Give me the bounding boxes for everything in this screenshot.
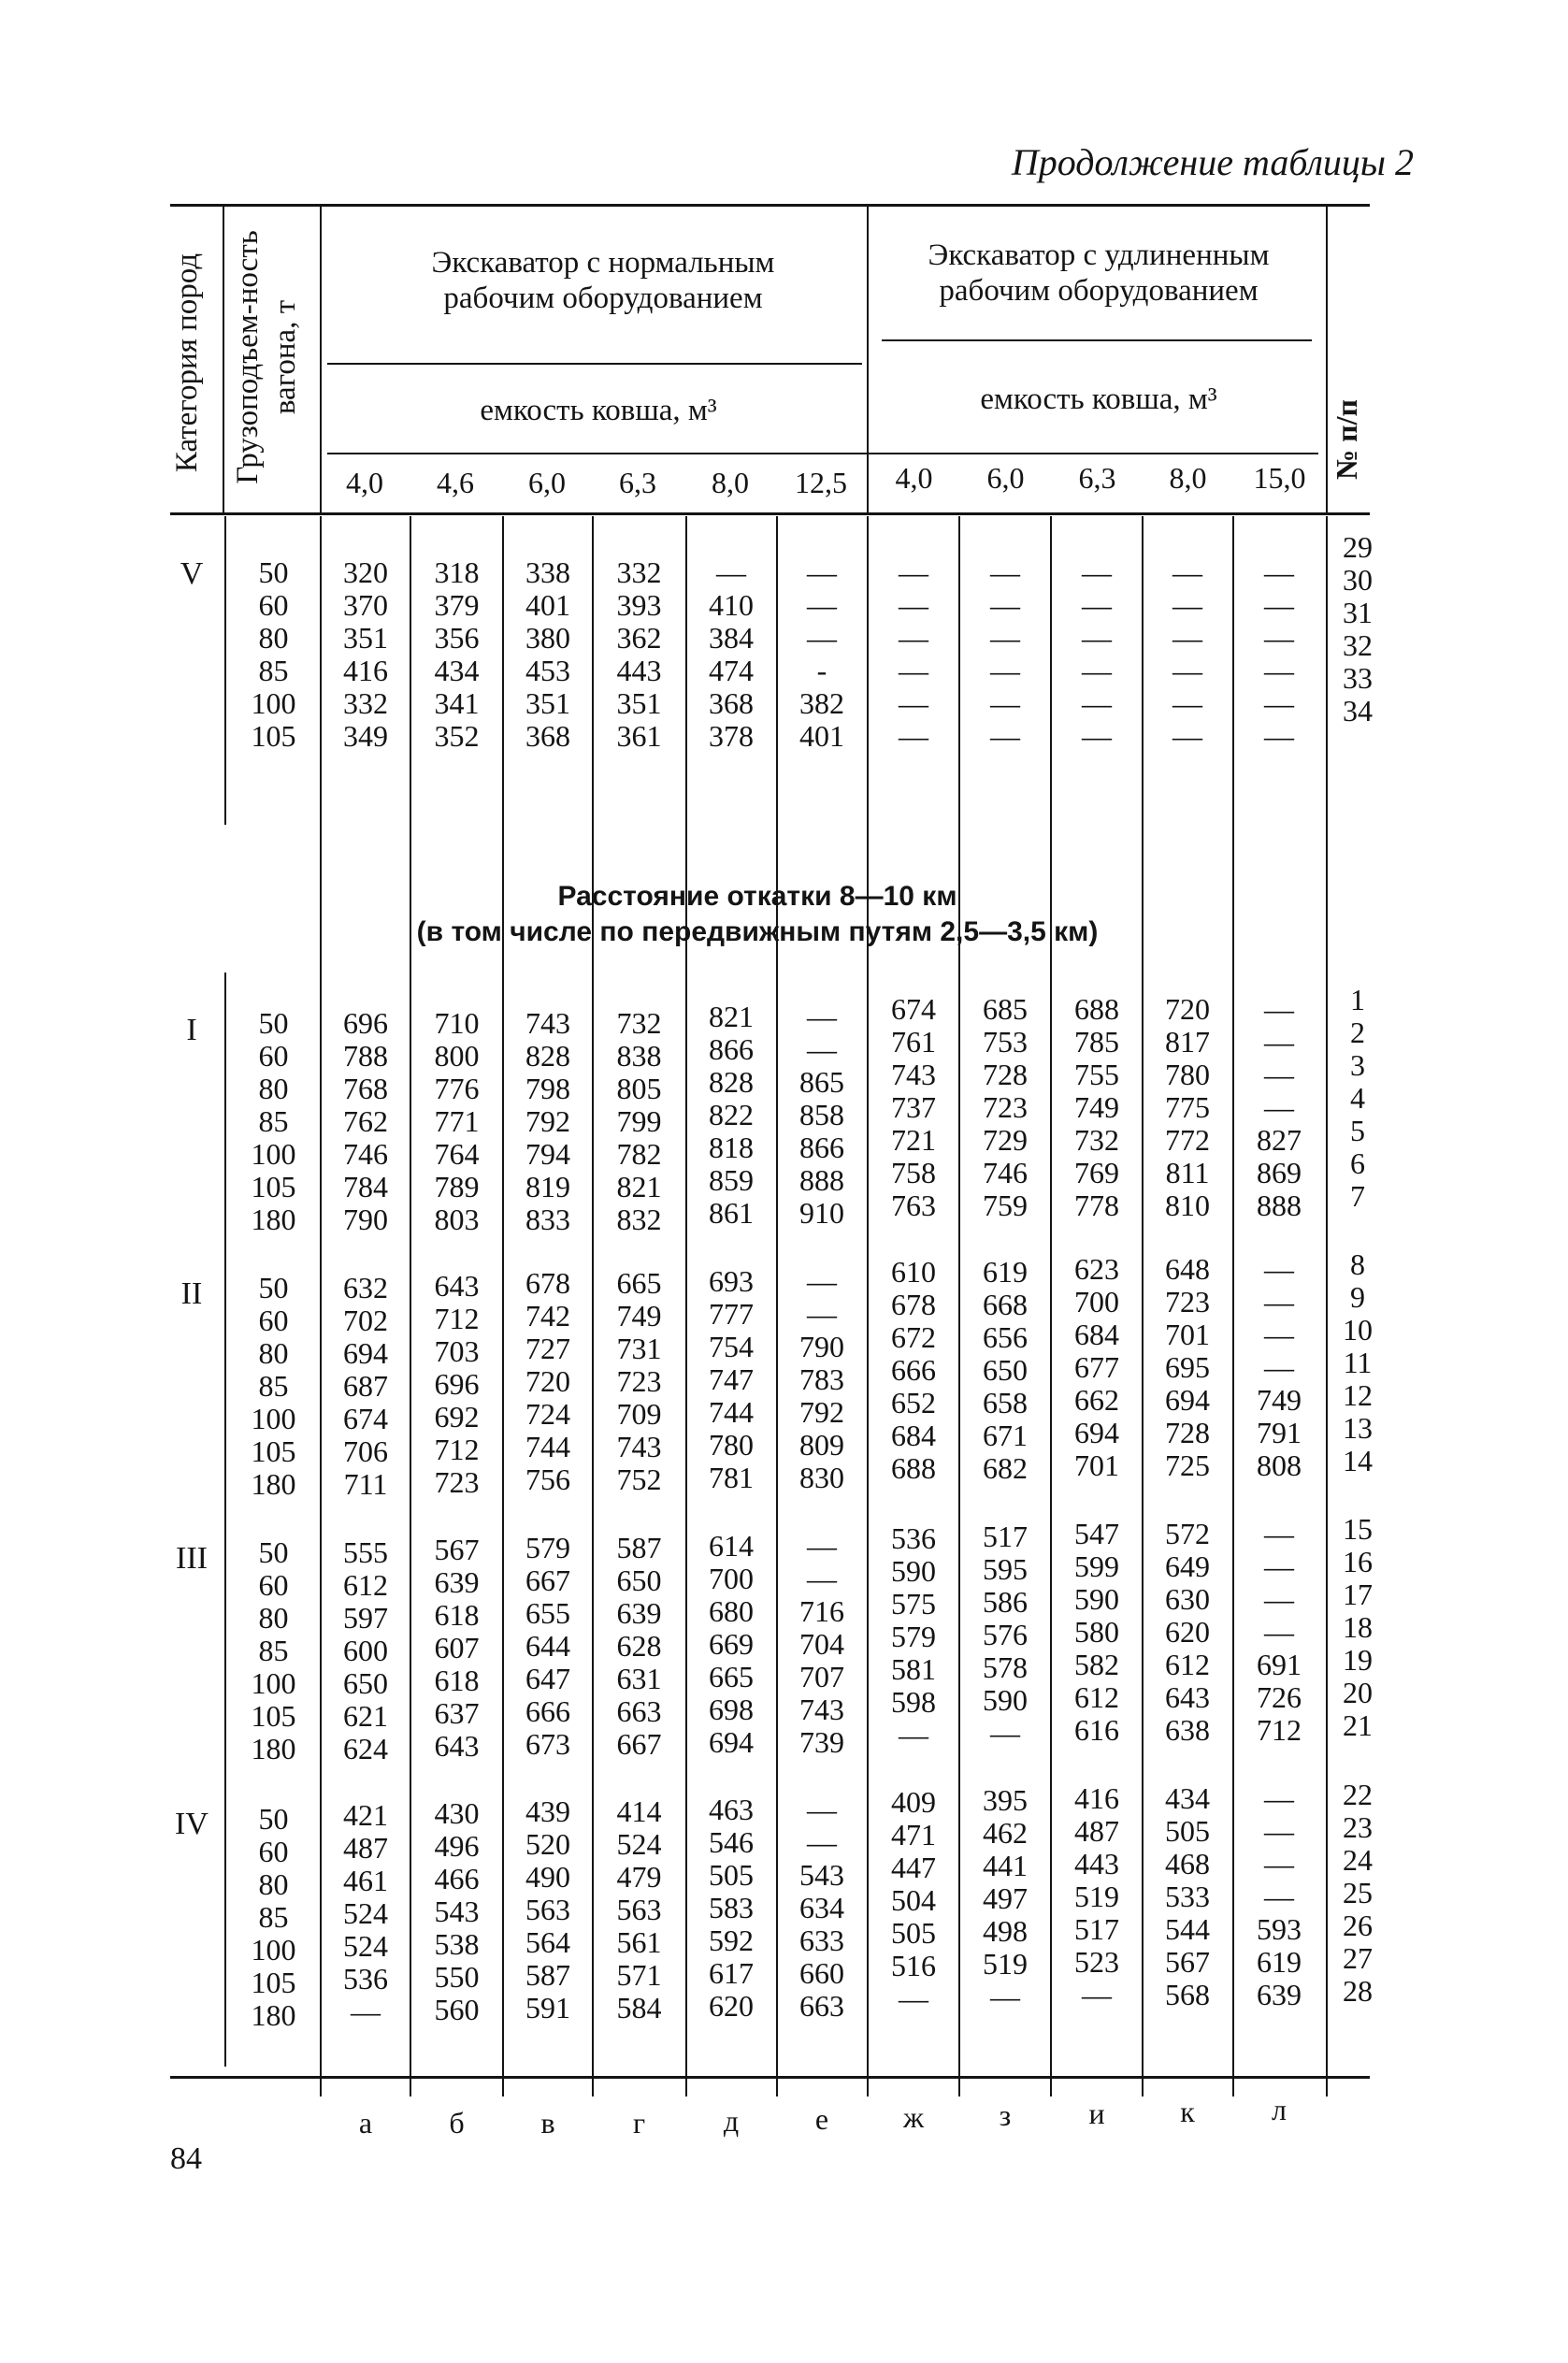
continuation-title: Продолжение таблицы 2 — [1011, 141, 1414, 183]
value-column: — — — — 749 791 808 — [1257, 1252, 1302, 1482]
value-column: 409 471 447 504 505 516 — — [891, 1785, 936, 2015]
value-column: 579 667 655 644 647 666 673 — [525, 1531, 570, 1761]
row-number-column: 22 23 24 25 26 27 28 — [1343, 1778, 1373, 2008]
row-number-column: 1 2 3 4 5 6 7 — [1350, 983, 1365, 1213]
value-column: 720 817 780 775 772 811 810 — [1165, 992, 1210, 1222]
value-column: 517 595 586 576 578 590 — — [983, 1520, 1028, 1750]
value-column: 696 788 768 762 746 784 790 — [343, 1006, 388, 1236]
size-normal-5: 8,0 — [712, 466, 749, 499]
row-number-column: 15 16 17 18 19 20 21 — [1343, 1512, 1373, 1742]
value-column: — — — — — — — [1082, 555, 1112, 753]
rule-header-bottom — [170, 512, 1370, 515]
category-label: V — [180, 556, 204, 591]
value-column: — — — — — — — [1172, 555, 1202, 753]
value-column: 610 678 672 666 652 684 688 — [891, 1255, 936, 1485]
value-column: — — — — — — — [899, 555, 928, 753]
header-category: Категория пород — [170, 252, 204, 473]
value-column: 623 700 684 677 662 694 701 — [1074, 1252, 1119, 1482]
value-column: — — — — — — — [990, 555, 1020, 753]
size-normal-1: 4,0 — [346, 466, 383, 499]
value-column: 674 761 743 737 721 758 763 — [891, 992, 936, 1222]
column-letter: ж — [902, 2100, 925, 2134]
size-extended-5: 15,0 — [1253, 461, 1306, 495]
column-letter: г — [632, 2106, 646, 2140]
category-label: IV — [175, 1807, 209, 1841]
section-caption-line1: Расстояние откатки 8—10 км — [557, 881, 957, 912]
value-column: 536 590 575 579 581 598 — — [891, 1521, 936, 1751]
row-number-column: 8 9 10 11 12 13 14 — [1343, 1247, 1373, 1477]
value-column: — 410 384 474 368 378 — [709, 555, 754, 753]
value-column: — — — — 827 869 888 — [1257, 992, 1302, 1222]
value-column: 555 612 597 600 650 621 624 — [343, 1535, 388, 1765]
vline-b3 — [410, 516, 411, 2096]
size-normal-6: 12,5 — [795, 466, 847, 499]
value-column: 587 650 639 628 631 663 667 — [616, 1531, 662, 1761]
vline-b4 — [502, 516, 504, 2096]
value-column: 619 668 656 650 658 671 682 — [983, 1255, 1028, 1485]
value-column: 332 393 362 443 351 361 — [616, 555, 662, 753]
value-column: — — — - 382 401 — [799, 555, 844, 753]
header-normal-group: Экскаватор с нормальным рабочим оборудованием — [431, 246, 775, 315]
column-letter: з — [999, 2098, 1012, 2132]
vline-h1 — [223, 204, 224, 512]
vline-b12 — [1232, 516, 1234, 2096]
value-column: 416 487 443 519 517 523 — — [1074, 1781, 1119, 2011]
category-label: III — [176, 1541, 208, 1576]
vline-h3 — [867, 204, 869, 512]
value-column: — — 865 858 866 888 910 — [799, 1000, 844, 1230]
vline-b9 — [958, 516, 960, 2096]
size-extended-4: 8,0 — [1169, 461, 1207, 495]
value-column: 648 723 701 695 694 728 725 — [1165, 1252, 1210, 1482]
value-column: — — 716 704 707 743 739 — [799, 1529, 844, 1759]
category-label: II — [180, 1276, 203, 1311]
vline-b8 — [867, 516, 869, 2096]
size-extended-1: 4,0 — [895, 461, 933, 495]
value-column: 685 753 728 723 729 746 759 — [983, 992, 1028, 1222]
value-column: — — — — — — — [1264, 555, 1294, 753]
column-letter: а — [358, 2106, 373, 2140]
column-letter: б — [449, 2106, 465, 2140]
value-column: 678 742 727 720 724 744 756 — [525, 1266, 570, 1496]
value-column: 421 487 461 524 524 536 — — [343, 1798, 388, 2028]
capacity-column: 50 60 80 85 100 105 180 — [251, 1271, 296, 1501]
rule-extended-group — [882, 339, 1312, 341]
size-normal-4: 6,3 — [619, 466, 656, 499]
value-column: 414 524 479 563 561 571 584 — [616, 1794, 662, 2024]
value-column: 572 649 630 620 612 643 638 — [1165, 1517, 1210, 1747]
vline-b1b — [224, 973, 226, 2067]
value-column: 614 700 680 669 665 698 694 — [709, 1529, 754, 1759]
value-column: 463 546 505 583 592 617 620 — [709, 1793, 754, 2023]
value-column: 320 370 351 416 332 349 — [343, 555, 388, 753]
header-extended-group: Экскаватор с удлиненным рабочим оборудованием — [928, 238, 1270, 308]
value-column: 688 785 755 749 732 769 778 — [1074, 992, 1119, 1222]
size-normal-2: 4,6 — [437, 466, 474, 499]
size-extended-2: 6,0 — [986, 461, 1025, 495]
header-row-number: № п/п — [1330, 399, 1363, 480]
capacity-column: 50 60 80 85 100 105 — [251, 555, 296, 753]
header-capacity: Грузоподъем-ность вагона, т — [231, 230, 302, 484]
header-bucket-normal: емкость ковша, м³ — [480, 394, 717, 427]
column-letter: л — [1272, 2093, 1287, 2126]
value-column: — — 790 783 792 809 830 — [799, 1264, 844, 1494]
value-column: 632 702 694 687 674 706 711 — [343, 1271, 388, 1501]
vline-b7 — [776, 516, 778, 2096]
size-normal-3: 6,0 — [528, 466, 566, 499]
column-letter: е — [814, 2102, 829, 2136]
column-letter: к — [1180, 2095, 1195, 2128]
value-column: — — 543 634 633 660 663 — [799, 1793, 844, 2023]
value-column: 693 777 754 747 744 780 781 — [709, 1264, 754, 1494]
category-label: I — [186, 1013, 197, 1047]
vline-b13 — [1326, 516, 1328, 2096]
vline-b5 — [592, 516, 594, 2096]
size-extended-3: 6,3 — [1078, 461, 1116, 495]
page-number: 84 — [170, 2141, 202, 2176]
value-column: — — — — 593 619 639 — [1257, 1781, 1302, 2011]
column-letter: д — [723, 2104, 740, 2138]
value-column: 434 505 468 533 544 567 568 — [1165, 1781, 1210, 2011]
rule-top — [170, 204, 1370, 207]
value-column: 821 866 828 822 818 859 861 — [709, 1000, 754, 1230]
vline-b10 — [1050, 516, 1052, 2096]
value-column: 318 379 356 434 341 352 — [434, 555, 480, 753]
capacity-column: 50 60 80 85 100 105 180 — [251, 1006, 296, 1236]
vline-b6 — [685, 516, 687, 2096]
value-column: 439 520 490 563 564 587 591 — [525, 1794, 570, 2024]
value-column: 665 749 731 723 709 743 752 — [616, 1266, 662, 1496]
value-column: 395 462 441 497 498 519 — — [983, 1783, 1028, 2013]
rule-normal-group — [327, 363, 862, 365]
value-column: 547 599 590 580 582 612 616 — [1074, 1517, 1119, 1747]
value-column: — — — — 691 726 712 — [1257, 1517, 1302, 1747]
section-caption-line2: (в том числе по передвижным путям 2,5—3,5 км) — [416, 916, 1099, 947]
vline-b2 — [320, 516, 322, 2096]
value-column: 338 401 380 453 351 368 — [525, 555, 570, 753]
rule-sizes — [327, 453, 1318, 454]
column-letter: в — [540, 2106, 555, 2140]
row-number-column: 29 30 31 32 33 34 — [1343, 530, 1373, 728]
capacity-column: 50 60 80 85 100 105 180 — [251, 1535, 296, 1765]
value-column: 732 838 805 799 782 821 832 — [616, 1006, 662, 1236]
capacity-column: 50 60 80 85 100 105 180 — [251, 1802, 296, 2032]
value-column: 743 828 798 792 794 819 833 — [525, 1006, 570, 1236]
header-bucket-extended: емкость ковша, м³ — [980, 382, 1217, 416]
rule-bottom — [170, 2076, 1370, 2079]
value-column: 710 800 776 771 764 789 803 — [434, 1006, 480, 1236]
vline-h2 — [320, 204, 322, 512]
value-column: 430 496 466 543 538 550 560 — [434, 1796, 480, 2026]
column-letter: и — [1088, 2096, 1105, 2130]
value-column: 567 639 618 607 618 637 643 — [434, 1533, 480, 1763]
value-column: 643 712 703 696 692 712 723 — [434, 1269, 480, 1499]
vline-b11 — [1142, 516, 1144, 2096]
